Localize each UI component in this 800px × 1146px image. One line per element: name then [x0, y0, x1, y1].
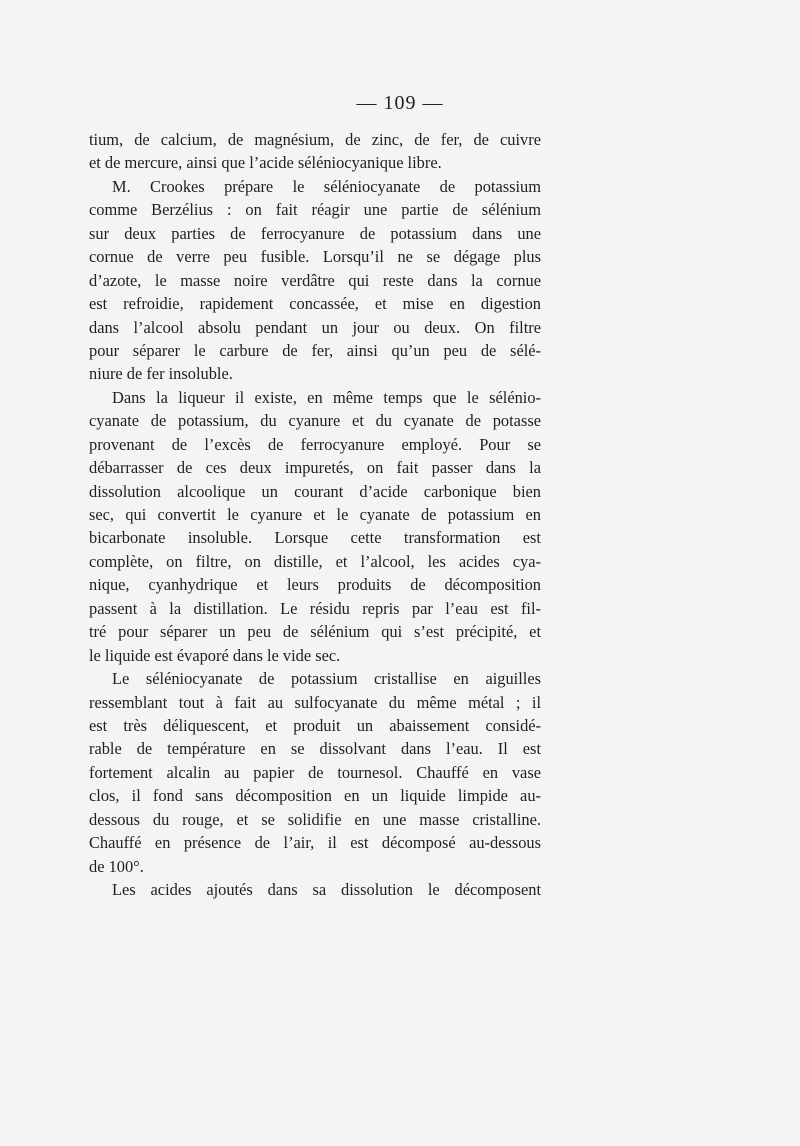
text-line: le liquide est évaporé dans le vide sec.: [89, 645, 341, 665]
text-line: est très déliquescent, et produit un abaissement considé-: [89, 715, 541, 735]
text-line: ressemblant tout à fait au sulfocyanate du même métal ; il: [89, 692, 541, 712]
text-line: Les acides ajoutés dans sa dissolution le décomposent: [112, 880, 541, 899]
text-line: niure de fer insoluble.: [89, 364, 233, 384]
text-line: provenant de l’excès de ferrocyanure employé. Pour se: [89, 434, 541, 454]
text-line: débarrasser de ces deux impuretés, on fait passer dans la: [89, 458, 541, 478]
text-line: dessous du rouge, et se solidifie en une masse cristalline.: [89, 809, 541, 829]
text-line: passent à la distillation. Le résidu repris par l’eau est fil-: [89, 598, 541, 618]
text-line: tré pour séparer un peu de sélénium qui s’est précipité, et: [89, 622, 541, 642]
text-line: nique, cyanhydrique et leurs produits de décomposition: [89, 575, 541, 595]
body-text: [89, 128, 541, 901]
text-line: est refroidie, rapidement concassée, et mise en digestion: [89, 294, 541, 314]
text-line: tium, de calcium, de magnésium, de zinc, de fer, de cuivre: [89, 130, 541, 149]
text-line: cornue de verre peu fusible. Lorsqu’il ne se dégage plus: [89, 247, 541, 267]
text-line: bicarbonate insoluble. Lorsque cette transformation est: [89, 528, 541, 548]
text-line: Le séléniocyanate de potassium cristallise en aiguilles: [112, 669, 541, 689]
text-line: fortement alcalin au papier de tournesol. Chauffé en vase: [89, 762, 541, 782]
text-line: rable de température en se dissolvant dans l’eau. Il est: [89, 739, 541, 759]
text-line: dans l’alcool absolu pendant un jour ou deux. On filtre: [89, 317, 541, 337]
text-line: de 100°.: [89, 856, 144, 876]
text-line: et de mercure, ainsi que l’acide séléniocyanique libre.: [89, 153, 442, 173]
text-line: clos, il fond sans décomposition en un liquide limpide au-: [89, 786, 541, 806]
text-line: cyanate de potassium, du cyanure et du cyanate de potasse: [89, 411, 541, 431]
text-line: pour séparer le carbure de fer, ainsi qu’un peu de sélé-: [89, 340, 541, 360]
text-line: d’azote, le masse noire verdâtre qui reste dans la cornue: [89, 270, 541, 290]
text-line: sec, qui convertit le cyanure et le cyanate de potassium en: [89, 505, 541, 524]
text-line: dissolution alcoolique un courant d’acide carbonique bien: [89, 481, 541, 501]
text-line: Dans la liqueur il existe, en même temps que le sélénio-: [112, 387, 541, 407]
text-line: sur deux parties de ferrocyanure de potassium dans une: [89, 223, 541, 243]
text-line: comme Berzélius : on fait réagir une partie de sélénium: [89, 200, 541, 220]
text-line: Chauffé en présence de l’air, il est décomposé au-dessous: [89, 833, 541, 853]
text-line: complète, on filtre, on distille, et l’alcool, les acides cya-: [89, 551, 541, 571]
text-line: M. Crookes prépare le séléniocyanate de potassium: [112, 176, 541, 196]
page-number: — 109 —: [356, 92, 444, 114]
